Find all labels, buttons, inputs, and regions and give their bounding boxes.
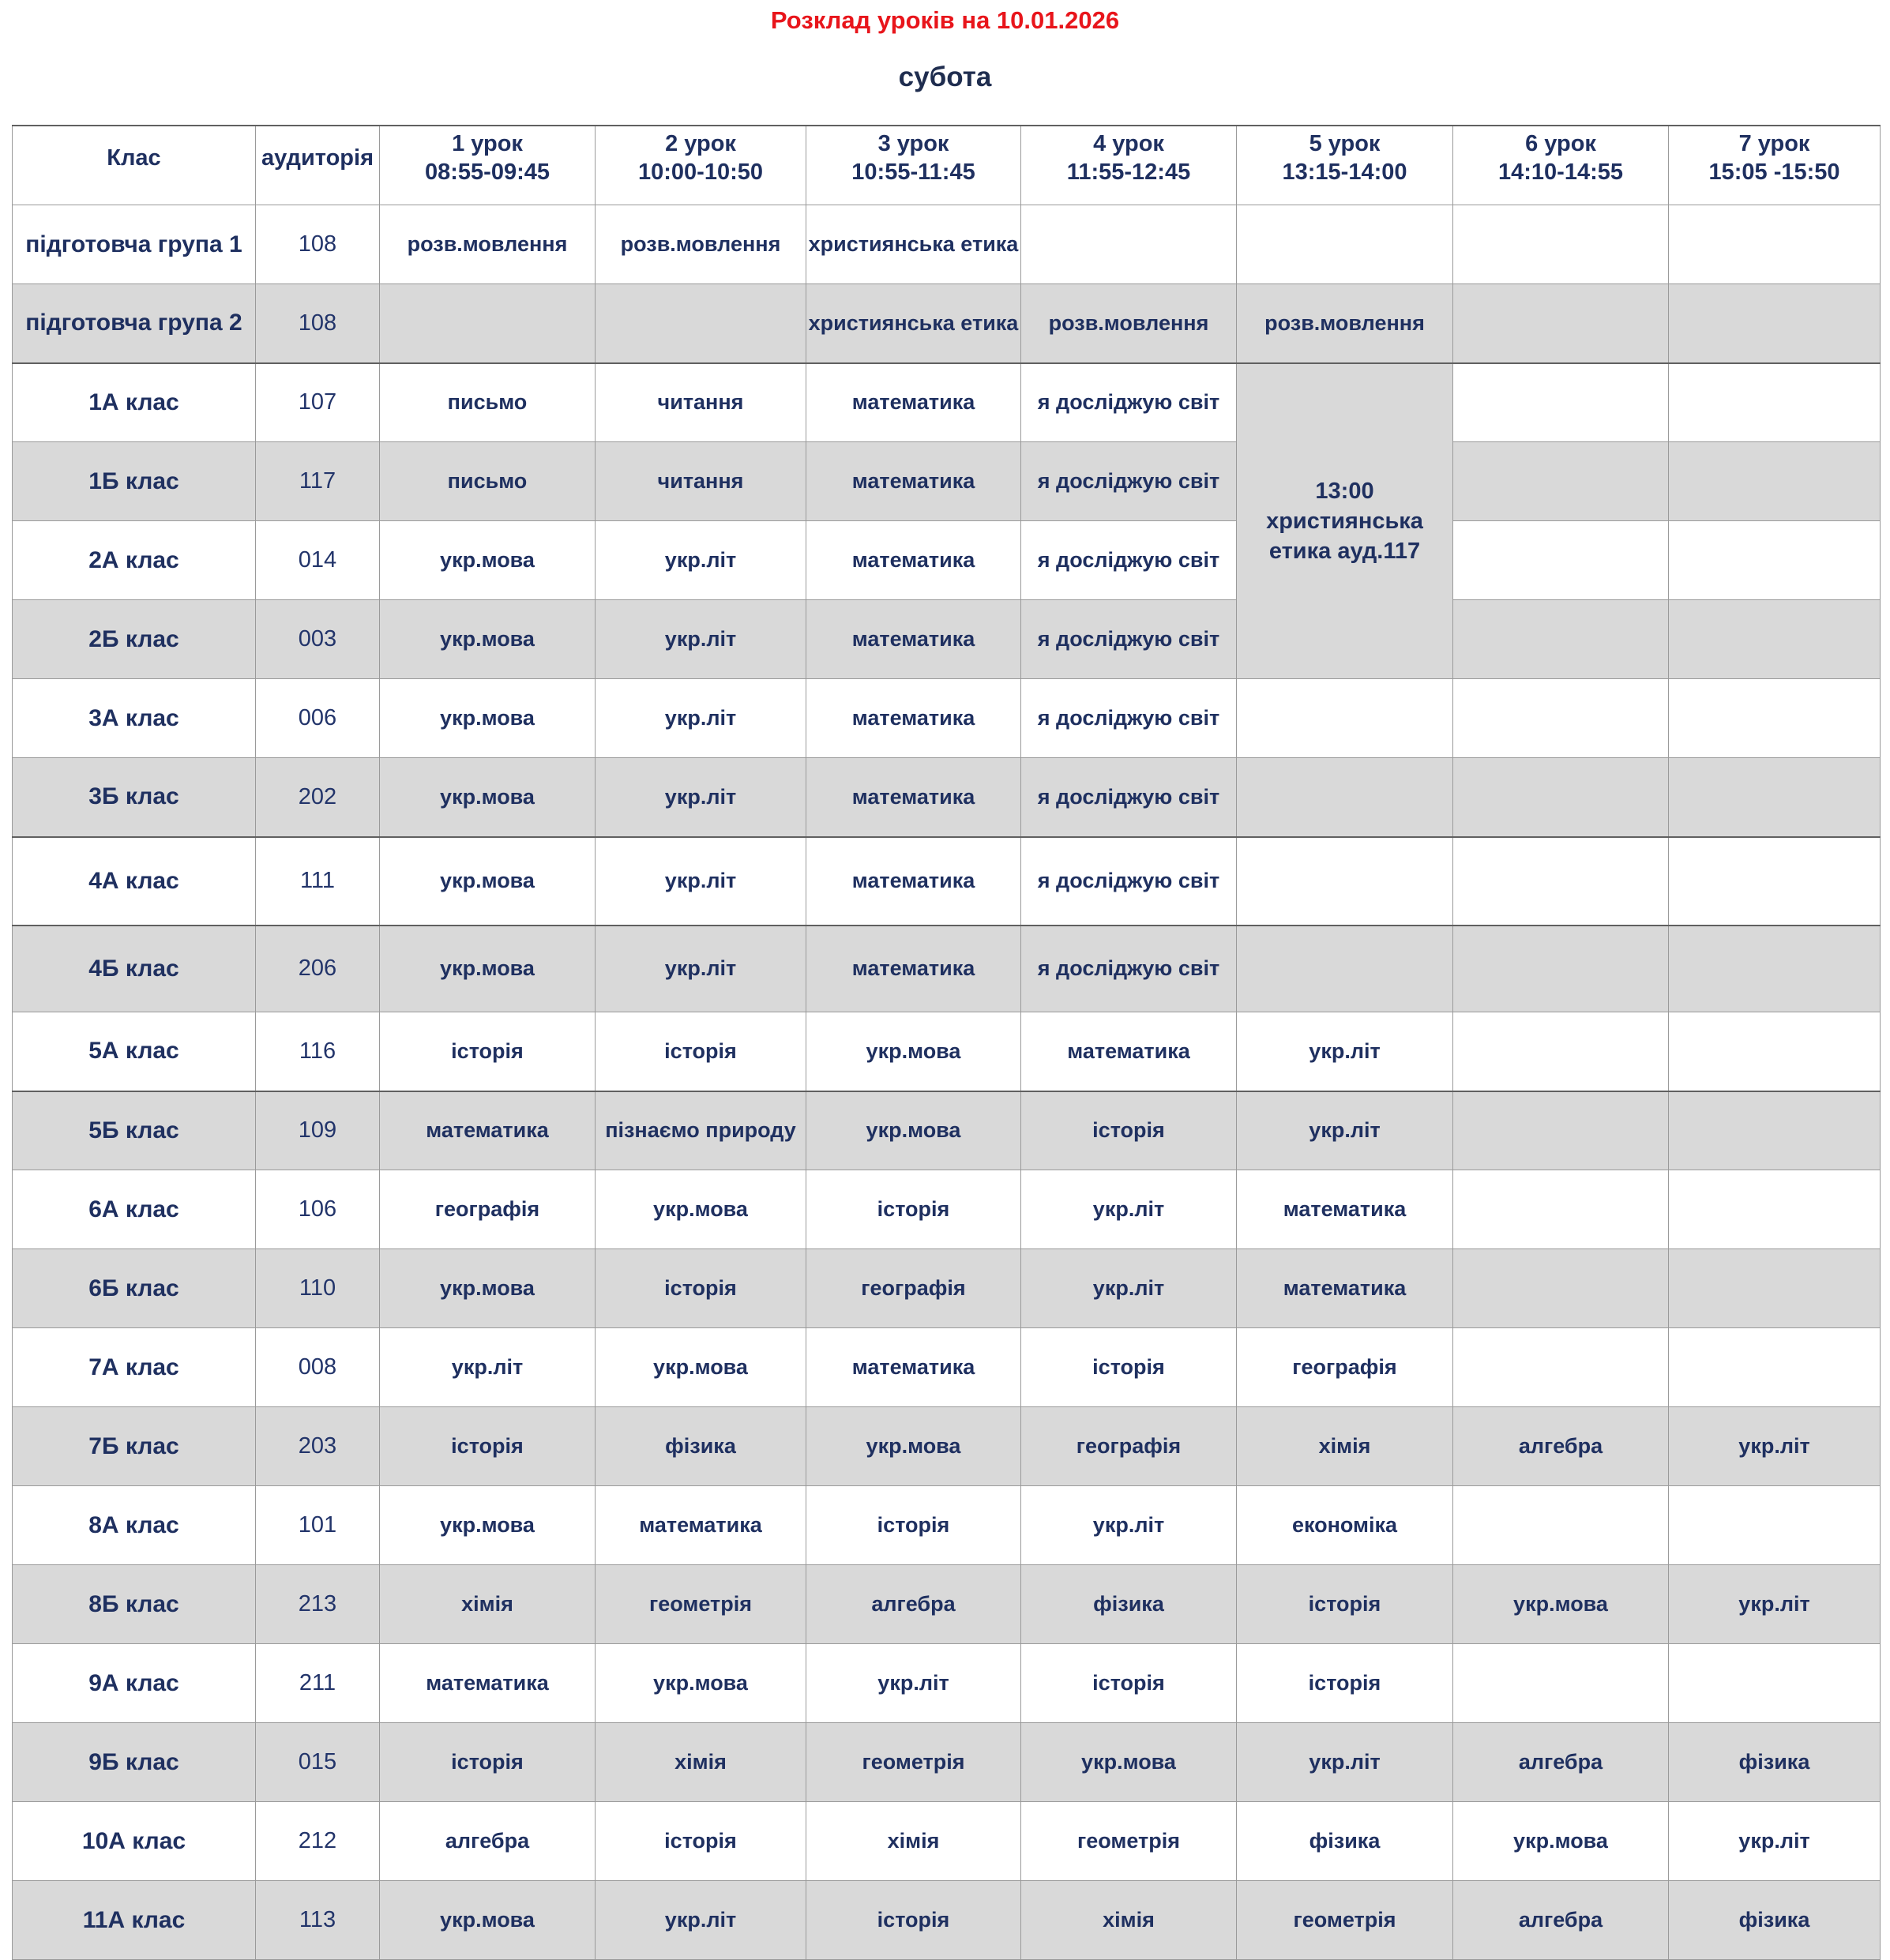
- lesson-cell: математика: [806, 363, 1021, 442]
- lesson-cell: укр.літ: [1237, 1091, 1453, 1170]
- room-number: 108: [256, 284, 380, 363]
- lesson-cell: розв.мовлення: [1237, 284, 1453, 363]
- room-number: 116: [256, 1012, 380, 1091]
- lesson-cell: укр.літ: [596, 521, 806, 600]
- class-name: 3Б клас: [13, 758, 256, 837]
- lesson-cell: економіка: [1237, 1486, 1453, 1565]
- lesson-cell: я досліджую світ: [1021, 363, 1237, 442]
- lesson-cell: [1237, 837, 1453, 926]
- day-of-week: субота: [898, 62, 992, 92]
- class-name: 9Б клас: [13, 1723, 256, 1802]
- class-name: 4А клас: [13, 837, 256, 926]
- lesson-cell: укр.мова: [380, 837, 596, 926]
- class-name: 7А клас: [13, 1328, 256, 1407]
- lesson-cell: історія: [380, 1012, 596, 1091]
- lesson-cell: [1453, 1644, 1669, 1723]
- class-name: 5Б клас: [13, 1091, 256, 1170]
- lesson-cell: географія: [806, 1249, 1021, 1328]
- lesson-cell: геометрія: [596, 1565, 806, 1644]
- lesson-label: 5 урок: [1309, 130, 1381, 156]
- lesson-cell: [1669, 284, 1881, 363]
- lesson-cell: географія: [380, 1170, 596, 1249]
- lesson-cell: алгебра: [380, 1802, 596, 1881]
- lesson-cell: укр.мова: [1021, 1723, 1237, 1802]
- room-number: 111: [256, 837, 380, 926]
- lesson-cell: укр.літ: [1021, 1249, 1237, 1328]
- lesson-cell: укр.мова: [1453, 1565, 1669, 1644]
- lesson-cell: математика: [596, 1486, 806, 1565]
- lesson-cell: фізика: [1669, 1881, 1881, 1960]
- lesson-cell: укр.мова: [380, 926, 596, 1012]
- class-name: 9А клас: [13, 1644, 256, 1723]
- lesson-cell: укр.мова: [380, 521, 596, 600]
- room-number: 014: [256, 521, 380, 600]
- lesson-cell: хімія: [1021, 1881, 1237, 1960]
- lesson-cell: історія: [596, 1249, 806, 1328]
- lesson-cell: я досліджую світ: [1021, 926, 1237, 1012]
- table-row: [13, 1328, 1881, 1407]
- lesson-cell: [1453, 442, 1669, 521]
- table-row: [13, 442, 1881, 521]
- table-row: [13, 1407, 1881, 1486]
- lesson-cell: я досліджую світ: [1021, 679, 1237, 758]
- lesson-cell: історія: [1021, 1091, 1237, 1170]
- lesson-cell: історія: [806, 1170, 1021, 1249]
- lesson-cell: укр.мова: [1453, 1802, 1669, 1881]
- room-number: 113: [256, 1881, 380, 1960]
- lesson-cell: укр.літ: [806, 1644, 1021, 1723]
- room-number: 101: [256, 1486, 380, 1565]
- lesson-cell: я досліджую світ: [1021, 521, 1237, 600]
- class-name: підготовча група 1: [13, 205, 256, 284]
- lesson-cell: укр.мова: [380, 1881, 596, 1960]
- lesson-cell: укр.літ: [596, 837, 806, 926]
- lesson-cell: [1237, 758, 1453, 837]
- class-name: 6Б клас: [13, 1249, 256, 1328]
- lesson-cell: [1453, 1170, 1669, 1249]
- table-row: [13, 1012, 1881, 1091]
- lesson-label: 3 урок: [877, 130, 949, 156]
- lesson-cell: [1453, 1012, 1669, 1091]
- room-number: 213: [256, 1565, 380, 1644]
- class-name: 1А клас: [13, 363, 256, 442]
- lesson-cell: хімія: [806, 1802, 1021, 1881]
- page-title: Розклад уроків на 10.01.2026: [770, 6, 1120, 34]
- lesson-cell: укр.літ: [380, 1328, 596, 1407]
- lesson-cell: [1669, 1170, 1881, 1249]
- lesson-cell: [1237, 205, 1453, 284]
- header-lesson-2: [596, 126, 806, 189]
- lesson-cell: геометрія: [1237, 1881, 1453, 1960]
- lesson-cell: [1453, 1091, 1669, 1170]
- lesson-time: 15:05 -15:50: [1708, 159, 1840, 185]
- room-number: 008: [256, 1328, 380, 1407]
- lesson-cell: алгебра: [1453, 1407, 1669, 1486]
- lesson-cell: [1021, 205, 1237, 284]
- lesson-cell: математика: [1237, 1249, 1453, 1328]
- lesson-cell: математика: [1237, 1170, 1453, 1249]
- lesson-cell: розв.мовлення: [596, 205, 806, 284]
- header-lesson-1: [380, 126, 596, 189]
- lesson-cell: історія: [596, 1802, 806, 1881]
- lesson-cell: історія: [1237, 1565, 1453, 1644]
- lesson-cell: [1453, 1249, 1669, 1328]
- lesson-cell: я досліджую світ: [1021, 837, 1237, 926]
- lesson-time: 11:55-12:45: [1066, 159, 1191, 185]
- room-number: 003: [256, 600, 380, 679]
- lesson-cell: математика: [1021, 1012, 1237, 1091]
- table-row: [13, 1170, 1881, 1249]
- lesson-cell: [1669, 442, 1881, 521]
- lesson-cell: укр.літ: [596, 758, 806, 837]
- lesson-cell: історія: [1021, 1328, 1237, 1407]
- lesson-cell: математика: [806, 758, 1021, 837]
- table-row: [13, 926, 1881, 1012]
- lesson-cell: географія: [1237, 1328, 1453, 1407]
- lesson-cell: математика: [380, 1644, 596, 1723]
- lesson-cell: математика: [806, 679, 1021, 758]
- table-row: [13, 837, 1881, 926]
- class-name: підготовча група 2: [13, 284, 256, 363]
- table-row: [13, 1486, 1881, 1565]
- lesson-cell: алгебра: [806, 1565, 1021, 1644]
- lesson-cell: [1669, 1486, 1881, 1565]
- lesson-cell: математика: [806, 442, 1021, 521]
- lesson-cell: [1453, 284, 1669, 363]
- lesson-time: 10:00-10:50: [638, 159, 763, 185]
- lesson-cell: я досліджую світ: [1021, 758, 1237, 837]
- class-name: 8Б клас: [13, 1565, 256, 1644]
- table-row: [13, 1565, 1881, 1644]
- lesson-cell: укр.мова: [380, 758, 596, 837]
- lesson-cell: [1453, 1486, 1669, 1565]
- room-number: 203: [256, 1407, 380, 1486]
- lesson-label: 7 урок: [1738, 130, 1810, 156]
- room-number: 202: [256, 758, 380, 837]
- lesson-cell: укр.мова: [806, 1407, 1021, 1486]
- lesson-cell: історія: [596, 1012, 806, 1091]
- lesson-cell: математика: [806, 837, 1021, 926]
- table-row: [13, 1881, 1881, 1960]
- lesson-cell: укр.мова: [806, 1012, 1021, 1091]
- lesson-cell: [1669, 1644, 1881, 1723]
- class-name: 4Б клас: [13, 926, 256, 1012]
- lesson-cell: християнська етика: [806, 205, 1021, 284]
- lesson-cell: [1453, 363, 1669, 442]
- lesson-cell: [380, 284, 596, 363]
- lesson-cell: укр.літ: [1237, 1723, 1453, 1802]
- header-lesson-5: [1237, 126, 1453, 189]
- lesson-cell: фізика: [1021, 1565, 1237, 1644]
- schedule-body: [13, 205, 1881, 1960]
- lesson-cell: історія: [1237, 1644, 1453, 1723]
- lesson-cell: математика: [806, 926, 1021, 1012]
- lesson-cell: математика: [806, 521, 1021, 600]
- lesson-label: 4 урок: [1093, 130, 1164, 156]
- lesson-cell: укр.літ: [596, 600, 806, 679]
- lesson-cell: читання: [596, 442, 806, 521]
- room-number: 106: [256, 1170, 380, 1249]
- lesson-cell: [1453, 679, 1669, 758]
- lesson-cell: [1669, 1012, 1881, 1091]
- room-number: 108: [256, 205, 380, 284]
- lesson-cell: укр.літ: [1237, 1012, 1453, 1091]
- lesson-cell: [1453, 837, 1669, 926]
- lesson-cell: [1237, 926, 1453, 1012]
- table-row: [13, 284, 1881, 363]
- lesson-cell: укр.літ: [1021, 1170, 1237, 1249]
- room-number: 212: [256, 1802, 380, 1881]
- table-row: [13, 205, 1881, 284]
- lesson-time: 10:55-11:45: [851, 159, 975, 185]
- room-number: 015: [256, 1723, 380, 1802]
- room-number: 109: [256, 1091, 380, 1170]
- lesson-time: 08:55-09:45: [425, 159, 550, 185]
- lesson-cell: [1669, 600, 1881, 679]
- lesson-cell: укр.мова: [380, 1486, 596, 1565]
- lesson-cell: математика: [806, 600, 1021, 679]
- lesson-cell: історія: [380, 1723, 596, 1802]
- class-name: 5А клас: [13, 1012, 256, 1091]
- table-row: [13, 679, 1881, 758]
- room-number: 006: [256, 679, 380, 758]
- table-row: [13, 363, 1881, 442]
- schedule-table: [12, 125, 1881, 1960]
- lesson-cell: укр.літ: [1669, 1407, 1881, 1486]
- lesson-cell: укр.літ: [1669, 1565, 1881, 1644]
- lesson-cell: [1453, 600, 1669, 679]
- room-number: 206: [256, 926, 380, 1012]
- lesson-cell: історія: [806, 1486, 1021, 1565]
- table-row: [13, 521, 1881, 600]
- class-name: 2Б клас: [13, 600, 256, 679]
- lesson-cell: укр.мова: [596, 1328, 806, 1407]
- lesson-cell: [1453, 521, 1669, 600]
- lesson-cell: [596, 284, 806, 363]
- lesson-cell: алгебра: [1453, 1881, 1669, 1960]
- lesson-label: 6 урок: [1525, 130, 1596, 156]
- lesson-cell: [1669, 1328, 1881, 1407]
- lesson-cell: пізнаємо природу: [596, 1091, 806, 1170]
- lesson-cell: читання: [596, 363, 806, 442]
- lesson-cell: [1669, 1091, 1881, 1170]
- lesson-cell: [1669, 837, 1881, 926]
- lesson-cell: історія: [806, 1881, 1021, 1960]
- class-name: 2А клас: [13, 521, 256, 600]
- class-name: 3А клас: [13, 679, 256, 758]
- lesson-cell: [1453, 758, 1669, 837]
- lesson-cell: християнська етика: [806, 284, 1021, 363]
- header-lesson-4: [1021, 126, 1237, 189]
- lesson-cell: хімія: [596, 1723, 806, 1802]
- header-lesson-7: [1669, 126, 1881, 189]
- lesson-cell: укр.мова: [380, 679, 596, 758]
- lesson-label: 2 урок: [665, 130, 736, 156]
- lesson-cell: фізика: [596, 1407, 806, 1486]
- lesson-cell: укр.мова: [806, 1091, 1021, 1170]
- header-spacer-row: [13, 189, 1881, 205]
- lesson-time: 13:15-14:00: [1282, 159, 1407, 185]
- class-name: 11А клас: [13, 1881, 256, 1960]
- table-row: [13, 1802, 1881, 1881]
- lesson-cell: математика: [806, 1328, 1021, 1407]
- class-name: 7Б клас: [13, 1407, 256, 1486]
- lesson-cell: алгебра: [1453, 1723, 1669, 1802]
- lesson-cell: [1669, 521, 1881, 600]
- table-row: [13, 758, 1881, 837]
- lesson-cell: [1669, 679, 1881, 758]
- room-number: 107: [256, 363, 380, 442]
- lesson-cell: [1453, 926, 1669, 1012]
- lesson-cell: укр.мова: [596, 1644, 806, 1723]
- header-class: Клас: [13, 126, 256, 189]
- lesson-cell: історія: [380, 1407, 596, 1486]
- class-name: 10А клас: [13, 1802, 256, 1881]
- lesson-cell: [1453, 1328, 1669, 1407]
- lesson-cell: укр.літ: [1021, 1486, 1237, 1565]
- table-row: [13, 1723, 1881, 1802]
- lesson-cell: письмо: [380, 363, 596, 442]
- room-number: 211: [256, 1644, 380, 1723]
- header-lesson-6: [1453, 126, 1669, 189]
- lesson-cell: [1669, 363, 1881, 442]
- lesson-cell: [1669, 758, 1881, 837]
- lesson-cell: географія: [1021, 1407, 1237, 1486]
- lesson-label: 1 урок: [452, 130, 523, 156]
- lesson-cell: укр.літ: [596, 926, 806, 1012]
- header-room: аудиторія: [256, 126, 380, 189]
- lesson-cell: [1669, 1249, 1881, 1328]
- lesson-cell: укр.мова: [596, 1170, 806, 1249]
- lesson-cell: укр.мова: [380, 1249, 596, 1328]
- lesson-cell: геометрія: [806, 1723, 1021, 1802]
- class-name: 8А клас: [13, 1486, 256, 1565]
- table-row: [13, 600, 1881, 679]
- lesson-cell: [1669, 205, 1881, 284]
- lesson-cell: я досліджую світ: [1021, 442, 1237, 521]
- header-lesson-3: [806, 126, 1021, 189]
- lesson-cell: розв.мовлення: [1021, 284, 1237, 363]
- lesson-cell: геометрія: [1021, 1802, 1237, 1881]
- room-number: 117: [256, 442, 380, 521]
- class-name: 1Б клас: [13, 442, 256, 521]
- lesson-cell: укр.літ: [596, 1881, 806, 1960]
- table-row: [13, 1091, 1881, 1170]
- class-name: 6А клас: [13, 1170, 256, 1249]
- special-note: 13:00 християнська етика ауд.117: [1237, 363, 1453, 679]
- lesson-cell: фізика: [1669, 1723, 1881, 1802]
- lesson-cell: [1669, 926, 1881, 1012]
- lesson-cell: [1453, 205, 1669, 284]
- room-number: 110: [256, 1249, 380, 1328]
- lesson-cell: розв.мовлення: [380, 205, 596, 284]
- lesson-cell: укр.літ: [1669, 1802, 1881, 1881]
- lesson-cell: я досліджую світ: [1021, 600, 1237, 679]
- table-row: [13, 1644, 1881, 1723]
- lesson-cell: письмо: [380, 442, 596, 521]
- table-row: [13, 1249, 1881, 1328]
- lesson-cell: історія: [1021, 1644, 1237, 1723]
- lesson-cell: математика: [380, 1091, 596, 1170]
- lesson-cell: [1237, 679, 1453, 758]
- lesson-time: 14:10-14:55: [1498, 159, 1623, 185]
- lesson-cell: укр.мова: [380, 600, 596, 679]
- lesson-cell: укр.літ: [596, 679, 806, 758]
- lesson-cell: фізика: [1237, 1802, 1453, 1881]
- lesson-cell: хімія: [1237, 1407, 1453, 1486]
- lesson-cell: хімія: [380, 1565, 596, 1644]
